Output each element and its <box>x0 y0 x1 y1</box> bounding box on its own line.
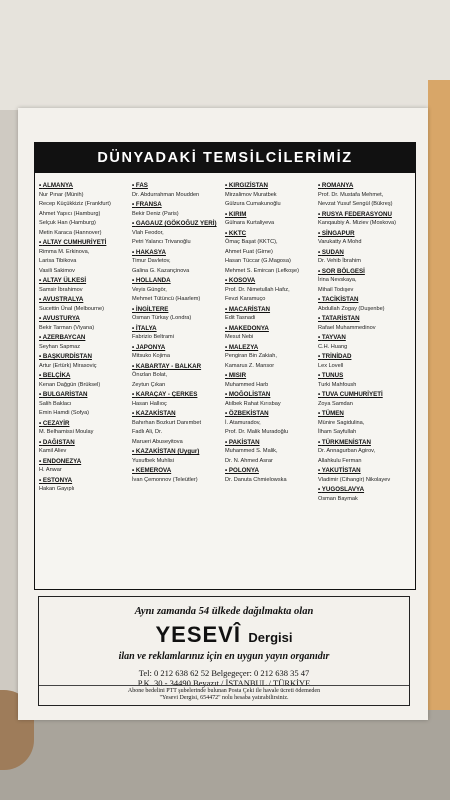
representative-name: Mirzalimov Muratbek <box>225 191 277 198</box>
representative-name: Muhammed S. Malik, <box>225 448 278 454</box>
country-name: • İNGİLTERE <box>132 305 223 315</box>
representative-name: Abdullah Zogay (Duşenbe) <box>318 305 385 312</box>
representative-name: Timur Davletov, <box>132 258 171 264</box>
country-name: • MACARİSTAN <box>225 305 316 315</box>
representative-name: H. Anwar <box>39 467 62 473</box>
country-name: • HAKASYA <box>132 248 223 258</box>
representative-name: Fevzi Karamuço <box>225 296 266 302</box>
ad-note-line-1: Abone bedelini PTT şubelerinde bulunan Posta Çeki ile havale ücreti ödemeden <box>127 688 321 694</box>
representative-name: Prof. Dr. Nimetullah Hafız, <box>225 286 290 293</box>
ad-subscription-note <box>39 685 409 702</box>
representative-name: Veyis Güngör, <box>132 286 167 293</box>
representative-name: Gülzura Cumakunoğlu <box>225 201 281 207</box>
background-bottom <box>0 710 450 800</box>
representative-name: Hakan Gayıplı <box>39 486 75 492</box>
representative-name: Nur Pınar (Münih) <box>39 191 84 198</box>
country-name: • TAYVAN <box>318 333 409 343</box>
representative-name: Allahkulu Ferman <box>318 457 362 464</box>
representative-name: Önızlan Bolat, <box>132 372 168 378</box>
column-1 <box>39 181 130 495</box>
country-name: • SUDAN <box>318 248 409 258</box>
representative-name: İvan Çemonnov (Teleütler) <box>132 476 198 483</box>
ad-tagline: ilan ve reklamlarınız için en uygun yayın organıdır <box>118 651 330 662</box>
column-2 <box>132 181 223 485</box>
representative-name: Dr. Annagurban Agirov, <box>318 448 376 454</box>
country-name: • ENDONEZYA <box>39 457 130 467</box>
representatives-box <box>34 142 416 590</box>
representative-name: Osman Baymak <box>318 495 358 502</box>
country-name: • TRİNİDAD <box>318 352 409 362</box>
representative-name: Fabrizio Beltrami <box>132 334 174 340</box>
country-name: • YUGOSLAVYA <box>318 485 409 495</box>
representative-name: Bahırhan Bozkurt Danımbet <box>132 419 202 426</box>
country-name: • FRANSA <box>132 200 223 210</box>
representative-name: Turki Mahfoush <box>318 381 357 388</box>
representative-name: Ahmet Fuat (Girne) <box>225 248 273 255</box>
representative-name: Pengiran Bin Zakiah, <box>225 353 277 359</box>
representative-name: Rafael Muhammedinov <box>318 324 376 331</box>
representative-name: Prof. Dr. Mustafa Mehmet, <box>318 191 384 198</box>
representative-name: Dr. Vehib İbrahim <box>318 258 361 264</box>
representative-name: Artur (Ertürk) Mirasoviç <box>39 362 97 369</box>
country-name: • ALMANYA <box>39 181 130 191</box>
representative-name: Salih Baklacı <box>39 400 72 407</box>
country-name: • TÜRKMENİSTAN <box>318 438 409 448</box>
country-name: • TUNUS <box>318 371 409 381</box>
country-name: • MAKEDONYA <box>225 324 316 334</box>
brand-word: Dergisi <box>248 630 293 645</box>
representative-name: C.H. Huang <box>318 343 348 350</box>
representative-name: Sucettin Ünal (Melbourne) <box>39 305 104 312</box>
country-name: • GAGAUZ (GÖKOĞUZ YERİ) <box>132 219 223 229</box>
representative-name: İ. Atamuradov, <box>225 419 261 426</box>
representative-name: Ömaç Başat (KKTC), <box>225 239 278 245</box>
representative-name: Emin Hamdi (Sofya) <box>39 410 90 416</box>
ad-phone: Tel: 0 212 638 62 52 Belgegeçer: 0 212 638 35 47 <box>138 668 310 678</box>
representative-name: M. Belhamissi Moulay <box>39 429 94 435</box>
representative-name: Gülnara Kurtaliyeva <box>225 220 275 226</box>
representative-name: Lex Lovell <box>318 362 344 369</box>
ad-intro-text: Aynı zamanda 54 ülkede dağılmakta olan <box>134 606 314 617</box>
country-name: • SOR BÖLGESİ <box>318 267 409 277</box>
representative-name: Ahmet Yapıcı (Hamburg) <box>39 210 101 217</box>
country-name: • TUVA CUMHURİYETİ <box>318 390 409 400</box>
representative-name: Bekir Tarman (Viyana) <box>39 324 95 331</box>
representative-name: Dr. N. Ahmed Asrar <box>225 457 273 464</box>
background-top <box>0 0 450 110</box>
country-name: • MALEZYA <box>225 343 316 353</box>
representative-name: Osman Türkay (Londra) <box>132 315 192 321</box>
representative-name: Mehmet Tütüncü (Haarlem) <box>132 296 201 302</box>
country-name: • KOSOVA <box>225 276 316 286</box>
representative-name: Mesut Nebi <box>225 334 254 340</box>
country-name: • JAPONYA <box>132 343 223 353</box>
representative-name: Yusufbek Muhlisi <box>132 457 174 464</box>
country-name: • AVUSTURYA <box>39 314 130 324</box>
representative-name: Petri Yalancı Trivanoğlu <box>132 239 191 245</box>
representative-name: Bekir Deniz (Paris) <box>132 210 179 217</box>
country-name: • BAŞKURDİSTAN <box>39 352 130 362</box>
background-right-edge <box>428 80 450 720</box>
country-name: • BELÇİKA <box>39 371 130 381</box>
country-name: • ÖZBEKİSTAN <box>225 409 316 419</box>
country-name: • KKTC <box>225 229 316 239</box>
country-name: • PAKİSTAN <box>225 438 316 448</box>
column-4 <box>318 181 409 504</box>
representative-name: Vlah Feodor, <box>132 229 164 236</box>
representative-name: Varukatty A Mohd <box>318 239 362 245</box>
country-name: • KABARTAY - BALKAR <box>132 362 223 372</box>
country-name: • DAĞISTAN <box>39 438 130 448</box>
country-name: • MISIR <box>225 371 316 381</box>
representative-name: Prof. Dr. Malik Muradoğlu <box>225 429 289 435</box>
country-name: • KIRGIZİSTAN <box>225 181 316 191</box>
representative-name: Recep Küçükkiziz (Frankfurt) <box>39 201 111 207</box>
country-name: • KIRIM <box>225 210 316 220</box>
country-name: • ALTAY ÜLKESİ <box>39 276 130 286</box>
country-name: • KEMEROVA <box>132 466 223 476</box>
representative-name: Galina G. Kazançinova <box>132 267 190 274</box>
representative-name: Samsir İbrahimov <box>39 286 83 293</box>
representative-name: Kanqaubiy A. Miziev (Moskova) <box>318 220 397 226</box>
representative-name: Rimma M. Erkinova, <box>39 248 90 255</box>
country-name: • TATARİSTAN <box>318 314 409 324</box>
representative-name: Metin Karaca (Hannover) <box>39 229 102 236</box>
representative-name: Zeytun Çıkan <box>132 381 166 388</box>
representative-name: İlham Sayfullah <box>318 429 357 435</box>
representative-name: Kenan Dağgün (Brüksel) <box>39 381 101 388</box>
representative-name: Seyhan Sapmaz <box>39 343 81 350</box>
representative-name: Muhammed Harb <box>225 381 269 388</box>
country-name: • MOĞOLİSTAN <box>225 390 316 400</box>
representative-name: Selçuk Han (Hamburg) <box>39 220 96 226</box>
ad-note-line-2: "Yesevi Dergisi, 654472" nolu hesaba yatırabilirsiniz. <box>159 695 289 701</box>
representative-name: Mehmet S. Emircan (Lefkoşe) <box>225 267 299 274</box>
country-name: • KARAÇAY - ÇERKES <box>132 390 223 400</box>
ad-address: P.K. 30 - 34490 Beyazıt / İSTANBUL / TÜRKİYE <box>137 678 311 688</box>
ad-brand <box>39 622 409 648</box>
country-name: • AVUSTRALYA <box>39 295 130 305</box>
representative-name: Mihail Todışev <box>318 286 354 293</box>
brand-name: YESEVÎ <box>155 622 241 647</box>
representative-name: Vladimir (Cihangir) Nikolayev <box>318 476 391 483</box>
country-name: • İTALYA <box>132 324 223 334</box>
country-name: • CEZAYİR <box>39 419 130 429</box>
representative-name: Marueri Abuseyitova <box>132 438 183 445</box>
page-title: DÜNYADAKİ TEMSİLCİLERİMİZ <box>35 143 415 173</box>
column-3 <box>225 181 316 485</box>
magazine-page <box>18 108 428 720</box>
representative-name: Hasan Tüccar (G.Magosa) <box>225 258 291 264</box>
country-name: • FAS <box>132 181 223 191</box>
country-name: • TÜMEN <box>318 409 409 419</box>
country-name: • SİNGAPUR <box>318 229 409 239</box>
country-name: • ROMANYA <box>318 181 409 191</box>
representative-name: Kamarus Z. Mansor <box>225 362 275 369</box>
representative-name: Kamil Aliev <box>39 448 67 454</box>
representative-name: Fadlı Ali, Dr. <box>132 429 163 435</box>
representative-name: Münire Sagidulina, <box>318 419 365 426</box>
representative-name: Dr. Abdurrahman Moudden <box>132 191 200 198</box>
representative-name: Atılbek Rahat Kırısbay <box>225 400 281 407</box>
representative-name: Mitsuko Kojima <box>132 353 170 359</box>
representatives-columns <box>39 181 413 585</box>
representative-name: Zoya Samdan <box>318 400 353 407</box>
country-name: • RUSYA FEDERASYONU <box>318 210 409 220</box>
country-name: • HOLLANDA <box>132 276 223 286</box>
representative-name: İrina Nevskaya, <box>318 277 357 283</box>
country-name: • KAZAKİSTAN (Uygur) <box>132 447 223 457</box>
representative-name: Larisa Tibikova <box>39 258 77 264</box>
country-name: • ESTONYA <box>39 476 130 486</box>
country-name: • TACİKİSTAN <box>318 295 409 305</box>
representative-name: Vasili Sakimov <box>39 267 75 274</box>
country-name: • KAZAKİSTAN <box>132 409 223 419</box>
country-name: • YAKUTİSTAN <box>318 466 409 476</box>
country-name: • BULGARİSTAN <box>39 390 130 400</box>
country-name: • POLONYA <box>225 466 316 476</box>
country-name: • AZERBAYCAN <box>39 333 130 343</box>
representative-name: Dr. Danuta Chmielowska <box>225 476 287 483</box>
country-name: • ALTAY CUMHURİYETİ <box>39 238 130 248</box>
representative-name: Nevzat Yusuf Sengül (Bükreş) <box>318 201 393 207</box>
advertisement-box <box>38 596 410 706</box>
representative-name: Hasan Hallıoç <box>132 400 167 407</box>
representative-name: Edit Tasnadi <box>225 315 256 321</box>
